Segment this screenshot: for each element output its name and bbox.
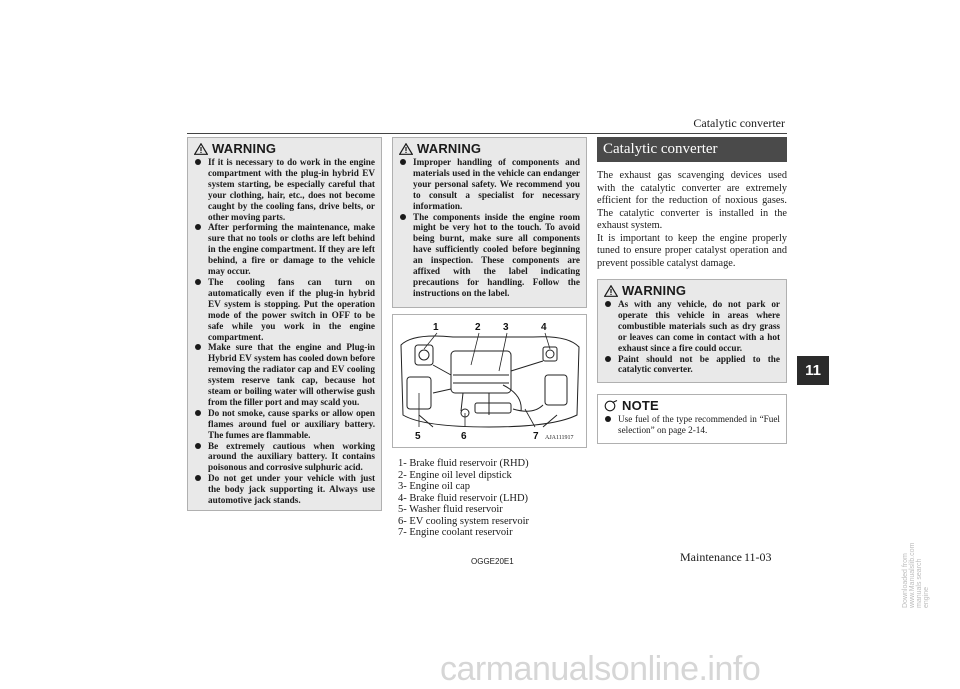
note-box xyxy=(597,394,787,444)
warning-triangle-icon xyxy=(399,143,413,155)
warning-heading-text: WARNING xyxy=(417,141,482,156)
note-item-text: Use fuel of the type recommended in “Fuel selection” on page 2-14. xyxy=(618,414,780,435)
bullet-icon xyxy=(605,416,611,422)
legend-item: 6- EV cooling system reservoir xyxy=(398,515,530,527)
warning-item xyxy=(192,157,375,222)
engine-compartment-figure xyxy=(392,314,587,448)
note-item xyxy=(602,414,780,436)
warning-item-text: Improper handling of components and materials used in the vehicle can endanger your personal safety. We recommend you to consult a specialist for necessary information. xyxy=(413,157,580,211)
warning-item-text: Be extremely cautious when working around the auxiliary battery. It contains poisonous and corrosive sulphuric acid. xyxy=(208,440,375,473)
callout-5: 5 xyxy=(415,431,421,442)
callout-2: 2 xyxy=(475,322,481,333)
bullet-icon xyxy=(195,475,201,481)
warning-item-text: Do not smoke, cause sparks or allow open flames around fuel or auxiliary battery. The fumes are flammable. xyxy=(208,407,375,440)
warning-item-text: The components inside the engine room might be very hot to the touch. To avoid being burnt, make sure all components have sufficiently cooled before beginning an inspection. These components are affixed with the label indicating precautions for handling. Follow the instructions on the label. xyxy=(413,211,580,298)
bullet-icon xyxy=(195,344,201,350)
note-list xyxy=(598,414,786,440)
warning-heading-text: WARNING xyxy=(212,141,277,156)
page-number: 11-03 xyxy=(744,550,772,564)
chapter-tab[interactable]: 11 xyxy=(797,356,829,385)
legend-item: 4- Brake fluid reservoir (LHD) xyxy=(398,492,529,504)
note-icon xyxy=(604,400,618,412)
warning-item-text: The cooling fans can turn on automatically even if the plug-in hybrid EV system is stopping. Put the operation mode of the power switch in OFF to be safe while you work in the engine compartment. xyxy=(208,276,375,342)
legend-item: 3- Engine oil cap xyxy=(398,481,471,492)
watermark-small: Downloaded from www.Manualslib.com manuals search engine xyxy=(902,542,930,608)
warning-list xyxy=(393,157,586,303)
bullet-icon xyxy=(195,224,201,230)
bullet-icon xyxy=(195,159,201,165)
warning-item-text: As with any vehicle, do not park or operate this vehicle in areas where combustible materials such as dry grass or leaves can come in contact with a hot exhaust since a fire could occur. xyxy=(618,299,780,353)
warning-item-text: Paint should not be applied to the catalytic converter. xyxy=(618,353,780,375)
warning-triangle-icon xyxy=(194,143,208,155)
bullet-icon xyxy=(195,279,201,285)
warning-box-catalyst xyxy=(597,279,787,383)
warning-heading xyxy=(598,280,786,299)
paragraph: The exhaust gas scavenging devices used with the catalytic converter are extremely efficient for the reduction of noxious gases. The catalytic converter is installed in the exhaust system. xyxy=(597,170,787,231)
warning-item-text: After performing the maintenance, make sure that no tools or cloths are left behind in the engine compartment. If they are left behind, a fire or damage to the vehicle may occur. xyxy=(208,222,375,277)
callout-1: 1 xyxy=(433,322,439,333)
warning-item xyxy=(192,342,375,407)
warning-list xyxy=(598,299,786,379)
legend-item: 1- Brake fluid reservoir (RHD) xyxy=(398,458,529,469)
note-heading-text: NOTE xyxy=(622,398,659,413)
bullet-icon xyxy=(400,159,406,165)
warning-list xyxy=(188,157,381,510)
warning-heading-text: WARNING xyxy=(622,283,687,298)
warning-item xyxy=(192,441,375,474)
bullet-icon xyxy=(605,356,611,362)
warning-heading xyxy=(393,138,586,157)
callout-4: 4 xyxy=(541,322,547,333)
warning-item-text: Make sure that the engine and Plug-in Hybrid EV system has cooled down before removing the radiator cap and EV cooling system reserve tank cap, because hot steam or boiling water will otherwise gush from the filler port and may scald you. xyxy=(208,342,375,407)
warning-item xyxy=(602,354,780,376)
paragraph: It is important to keep the engine properly tuned to ensure proper catalyst operation and prevent possible catalyst damage. xyxy=(597,232,787,269)
body-text xyxy=(597,170,787,270)
warning-item xyxy=(397,157,580,212)
bullet-icon xyxy=(195,443,201,449)
engine-diagram xyxy=(393,315,586,447)
note-heading xyxy=(598,395,786,414)
header-rule xyxy=(187,133,787,134)
figure-legend xyxy=(398,458,529,539)
warning-item xyxy=(602,299,780,354)
warning-item-text: If it is necessary to do work in the engine compartment with the plug-in hybrid EV system starting, be especially careful that your clothing, hair, etc., does not become caught by the cooling fans, drive belts, or other moving parts. xyxy=(208,157,375,222)
callout-3: 3 xyxy=(503,322,509,333)
callout-7: 7 xyxy=(533,431,539,442)
bullet-icon xyxy=(605,301,611,307)
warning-item xyxy=(192,277,375,342)
warning-item xyxy=(192,222,375,277)
bullet-icon xyxy=(400,214,406,220)
warning-heading xyxy=(188,138,381,157)
warning-triangle-icon xyxy=(604,285,618,297)
warning-item xyxy=(192,408,375,441)
bullet-icon xyxy=(195,410,201,416)
legend-item: 7- Engine coolant reservoir xyxy=(398,527,513,538)
callout-6: 6 xyxy=(461,431,467,442)
legend-item: 5- Washer fluid reservoir xyxy=(398,504,503,515)
figure-code: AJA111917 xyxy=(545,435,574,441)
warning-item-text: Do not get under your vehicle with just the body jack supporting it. Always use automotive jack stands. xyxy=(208,473,375,506)
manual-code: OGGE20E1 xyxy=(471,557,514,566)
warning-item xyxy=(192,473,375,506)
warning-item xyxy=(397,212,580,299)
section-heading: Catalytic converter xyxy=(597,137,787,162)
warning-box-components xyxy=(392,137,587,308)
warning-box-engine-work xyxy=(187,137,382,511)
legend-item: 2- Engine oil level dipstick xyxy=(398,469,512,481)
watermark-logo: carmanualsonline.info xyxy=(440,650,761,688)
running-head: Catalytic converter xyxy=(693,116,785,130)
footer-section: Maintenance xyxy=(680,550,742,564)
